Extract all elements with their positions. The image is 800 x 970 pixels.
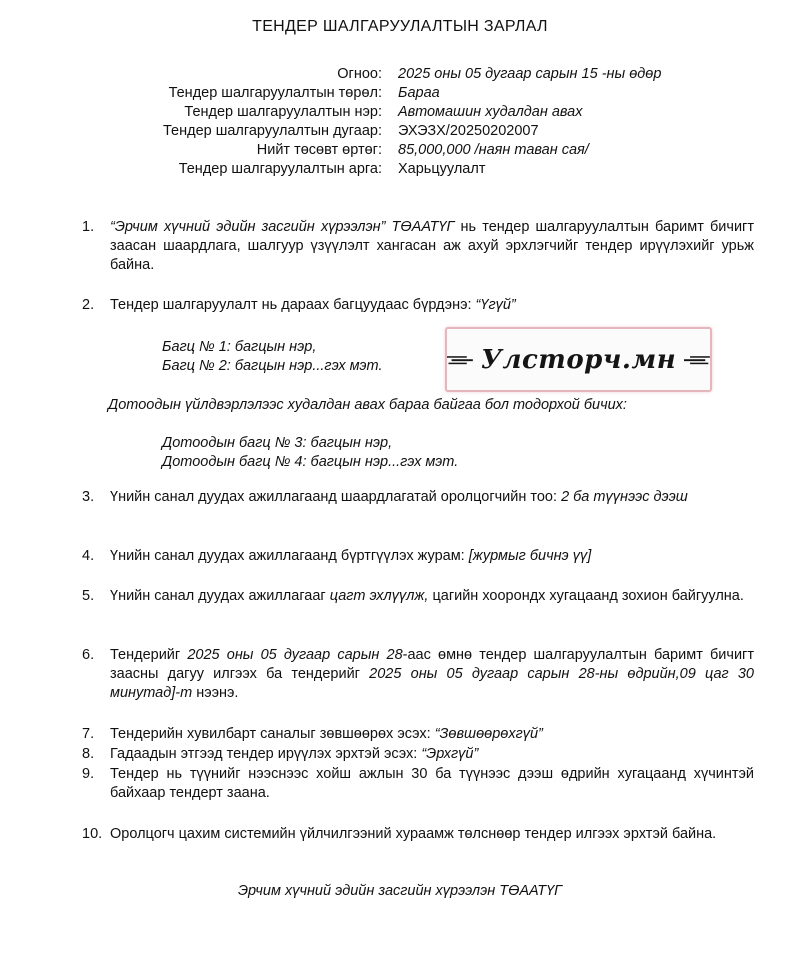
- meta-label: Тендер шалгаруулалтын нэр:: [184, 104, 382, 120]
- item-number: 5.: [82, 588, 95, 604]
- meta-value: 85,000,000 /наян таван сая/: [398, 142, 589, 158]
- watermark-stamp: [445, 327, 712, 392]
- meta-row-method: [0, 161, 800, 180]
- list-item-5: [82, 587, 754, 606]
- lot-2: Багц № 2: багцын нэр...гэх мэт.: [162, 358, 383, 374]
- list-item-7: [82, 725, 754, 744]
- item-text: Тендер нь түүнийг нээснээс хойш ажлын 30 ба түүнээс дээш өдрийн хугацаанд хүчинтэй байхаар тендерт заана.: [110, 766, 754, 801]
- tender-meta: [0, 66, 800, 180]
- item-text: Гадаадын этгээд тендер ирүүлэх эрхтэй эсэх: “Эрхгүй”: [110, 746, 479, 762]
- item-text: Тендерийг 2025 оны 05 дугаар сарын 28-аас өмнө тендер шалгаруулалтын баримт бичигт заасны дагуу илгээх ба тендерийг 2025 оны 05 дугаар сарын 28-ны өдрийн,09 цаг 30 минутад]-т нээнэ.: [110, 647, 754, 701]
- lot-1: Багц № 1: багцын нэр,: [162, 339, 317, 355]
- item-text: “Эрчим хүчний эдийн засгийн хүрээлэн” ТӨААТҮГ нь тендер шалгаруулалтын баримт бичигт заасан шаардлага, шалгуур үзүүлэлт хангасан аж ахуй эрхлэгчийг тендер ирүүлэхийг урьж байна.: [110, 219, 754, 273]
- meta-value: Автомашин худалдан авах: [398, 104, 583, 120]
- document-footer-signature: Эрчим хүчний эдийн засгийн хүрээлэн ТӨААТҮГ: [237, 883, 563, 899]
- item-number: 6.: [82, 647, 95, 663]
- list-item-3: [82, 488, 754, 507]
- item-number: 3.: [82, 489, 95, 505]
- meta-label: Тендер шалгаруулалтын арга:: [178, 161, 382, 177]
- item-text: Үнийн санал дуудах ажиллагаанд шаардлагатай оролцогчийн тоо: 2 ба түүнээс дээш: [110, 489, 688, 505]
- meta-label: Нийт төсөвт өртөг:: [256, 142, 382, 158]
- item-number: 8.: [82, 746, 95, 762]
- list-item-1: [82, 218, 754, 275]
- item-number: 10.: [82, 826, 103, 842]
- meta-value: Бараа: [398, 85, 440, 101]
- domestic-lot-3: Дотоодын багц № 3: багцын нэр,: [162, 435, 393, 451]
- item-text: Тендер шалгаруулалт нь дараах багцуудаас бүрдэнэ: “Үгүй”: [110, 297, 516, 313]
- list-item-2: [82, 296, 754, 315]
- meta-label: Огноо:: [337, 66, 382, 82]
- meta-row-number: [0, 123, 800, 142]
- meta-value: ЭХЭЗХ/20250202007: [398, 123, 539, 139]
- list-item-10: [82, 825, 754, 844]
- list-item-6: [82, 646, 754, 703]
- item-text: Оролцогч цахим системийн үйлчилгээний хураамж төлснөөр тендер илгээх эрхтэй байна.: [110, 826, 717, 842]
- domestic-note: Дотоодын үйлдвэрлэлээс худалдан авах бараа байгаа бол тодорхой бичих:: [108, 397, 627, 413]
- item-number: 9.: [82, 766, 95, 782]
- meta-value: 2025 оны 05 дугаар сарын 15 -ны өдөр: [398, 66, 662, 82]
- item-number: 2.: [82, 297, 95, 313]
- domestic-lot-4: Дотоодын багц № 4: багцын нэр...гэх мэт.: [162, 454, 459, 470]
- list-item-4: [82, 547, 754, 566]
- item-text: Үнийн санал дуудах ажиллагаанд бүртгүүлэх журам: [журмыг бичнэ үү]: [110, 548, 592, 564]
- meta-label: Тендер шалгаруулалтын төрөл:: [168, 85, 382, 101]
- item-number: 7.: [82, 726, 95, 742]
- meta-row-date: [0, 66, 800, 85]
- watermark-text: Улсторч.мн: [480, 344, 677, 375]
- meta-value: Харьцуулалт: [398, 161, 486, 177]
- meta-label: Тендер шалгаруулалтын дугаар:: [163, 123, 382, 139]
- list-item-8: [82, 745, 754, 764]
- speed-lines-icon: [684, 353, 710, 367]
- meta-row-name: [0, 104, 800, 123]
- item-text: Үнийн санал дуудах ажиллагааг цагт эхлүүлж, цагийн хоорондх хугацаанд зохион байгуулна.: [110, 588, 744, 604]
- document-title: ТЕНДЕР ШАЛГАРУУЛАЛТЫН ЗАРЛАЛ: [252, 18, 548, 35]
- list-item-9: [82, 765, 754, 803]
- speed-lines-icon: [447, 353, 473, 367]
- item-number: 4.: [82, 548, 95, 564]
- meta-row-type: [0, 85, 800, 104]
- meta-row-budget: [0, 142, 800, 161]
- item-number: 1.: [82, 219, 95, 235]
- item-text: Тендерийн хувилбарт саналыг зөвшөөрөх эсэх: “Зөвшөөрөхгүй”: [110, 726, 543, 742]
